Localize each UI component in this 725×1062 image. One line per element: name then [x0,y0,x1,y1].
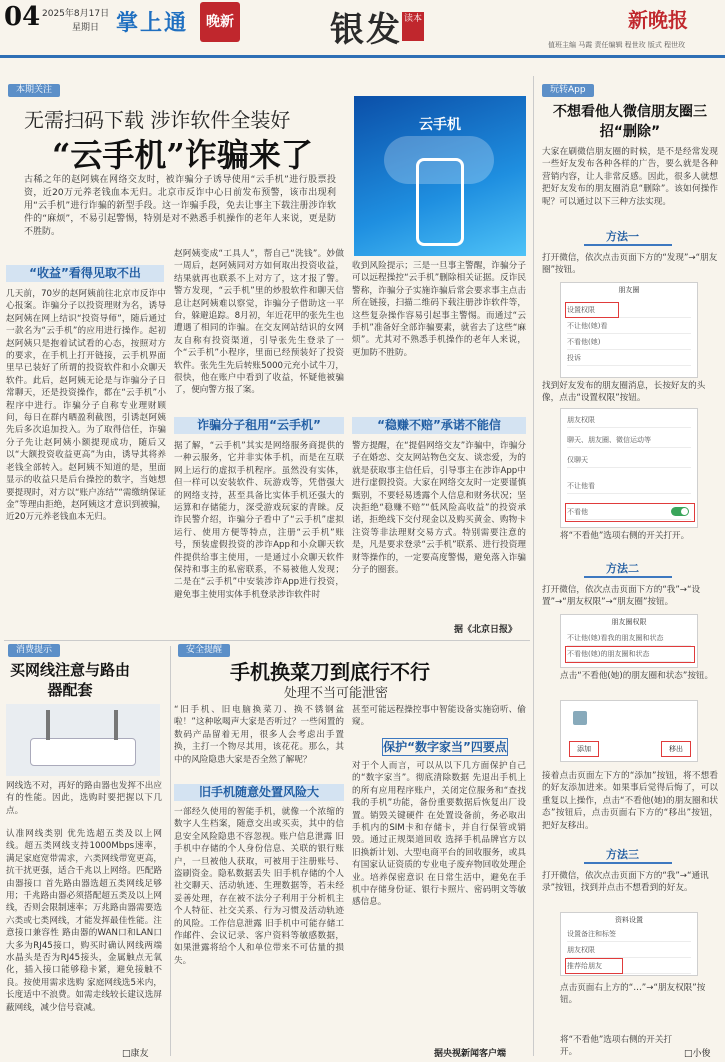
shot2-row-3 [567,453,691,468]
shot1-row-4-label: 投诉 [567,354,581,362]
column-divider [533,76,534,1056]
main-col1: 几天前，70岁的赵阿姨前往北京市反诈中心报案。诈骗分子以投资理财为名，诱导赵阿姨在网上结识“投资导师”，随后通过一款名为“云手机”的应用进行操作。起初赵阿姨只是抱着试试看的心态，按照对方的要求，在手机上打开链接，云手机界面里早已装好了所谓的投资软件和小众聊天软件。此后，赵阿姨无论是与诈骗分子日常聊天，还是投资操作，都在“云手机”小程序中进行。诈骗分子自称专业理财顾问，每日在群内晒盈利截图，引诱赵阿姨先后多次追加投入。为了取得信任，诈骗分子先让赵阿姨小额提现成功，随后又以“大额投资收益更高”为由，诱导其将养老钱全部转入。赵阿姨不知道的是，里面显示的收益只是后台操控的数字，当她想要提现时，对方以“账户冻结”“需缴纳保证金”等理由拒绝，赵阿姨这才意识到被骗，近20万元养老钱血本无归。 [6,289,166,523]
shot3-highlight [565,646,695,663]
safety-source: 据央视新闻客户端 [434,1049,507,1059]
subhead-returns: “收益”看得见取不出 [6,265,164,282]
shot5-highlight [565,958,623,974]
shot5-title: 资料设置 [615,916,643,924]
screenshot-moments [560,282,698,378]
method1-rule [584,244,672,246]
page-number: 04 [4,2,41,32]
section-tag-consume: 消费提示 [8,644,60,657]
shot2-row-2-label: 聊天、朋友圈、微信运动等 [567,436,651,444]
shot1-row-4 [567,351,691,366]
brand-title: 银发 [330,10,402,50]
method1-step2: 找到好友发布的朋友圈消息，长按好友的头像，点击“设置权限”按钮。 [542,381,706,404]
router-headline-text: 买网线注意与路由器配套 [9,661,130,699]
shot3-row-2-label: 不看他(她)的朋友圈和状态 [567,650,650,658]
safety-lead: “旧手机、旧电脑换菜刀、换不锈钢盆啦！”这种吆喝声大家是否听过？一些闲置的数码产品留着无用，很多人会考虑出手置换，主打一个物尽其用，该花花。那么，其中的风险隐患大家是否全然了解呢？ [174,705,344,765]
main-col2b: 据了解，“云手机”其实是网络服务商提供的一种云服务，它并非实体手机，而是在互联网上运行的虚拟手机程序。虽然没有实体，但一样可以安装软件、玩游戏等，凭借强大的网络支持，甚至具备比实体手机还强大的运算和存储能力，深受游戏玩家的青睐。反诈民警介绍，诈骗分子看中了“云手机”虚拟运行、使用方便等特点，注册“云手机”账号，预装虚假投资的涉诈App和小众聊天软件提供给事主使用，一是通过小众聊天软件保持和事主的私密联系，不易被他人发现；二是在“云手机”中安装涉诈App进行投资，避免事主使用实体手机登录涉诈软件时 [174,441,344,600]
subhead-rent: 诈骗分子租用“云手机” [174,417,344,434]
shot3-row-1 [567,631,691,646]
main-col2: 赵阿姨变成“工具人”，帮自己“洗钱”。妙做一周后，赵阿姨同对方如何取出投资收益，结果就再也联系不上对方了，这才报了警。警方发现，“云手机”里的炒股软件和聊天信息让赵阿姨难以察觉，诈骗分子借助这一平台，躲避追踪。8月初，年近花甲的张先生也遭遇了相同的诈骗。在交友网站结识的女网友自称有投资渠道，引导张先生登录了一个“云手机”小程序，里面已经预装好了投资软件。张先生先后转账5000元充小试牛刀，很快，他在账户中看到了收益，怀疑他被骗了，便向警方报了案。 [174,249,344,396]
shot2-row-1-label: 朋友权限 [567,416,595,424]
shot1-row-3 [567,335,691,350]
main-kicker: 无需扫码下载 涉诈软件全装好 [24,108,291,132]
method2-rule [584,576,672,578]
router-illustration [6,704,160,776]
safety-col2b: 对于个人而言，可以从以下几方面保护自己的“数字家当”。彻底清除数据 先退出手机上的所有应用程序账户，关闭定位服务和“查找我的手机”功能，备份重要数据后恢复出厂设置。销毁关键硬件 在处置设备前，务必取出手机内的SIM卡和存储卡，并自行保管或销毁。通过正规渠道回收 选择手机品牌官方以旧换新计划、大型电商平台的回收服务，或具有国家认证资质的专业电子废弃物回收处理企业。培养保密意识 在日常生活中，避免在手机中存储身份证、银行卡照片、密码明文等敏感信息。 [352,761,526,908]
method2-title: 方法二 [606,562,639,575]
paper-logo: 新晚报 [628,8,688,32]
safety-subheadline: 处理不当可能泄密 [284,686,389,701]
issue-weekday: 星期日 [72,23,100,33]
shot1-row-2 [567,319,691,334]
seal-text: 晚新 [206,14,234,30]
method3-step2: 点击页面右上方的“…”→“朋友权限”按钮。 [560,983,706,1006]
method2-step2: 点击“不看他(她)的朋友圈和状态”按钮。 [560,671,714,681]
section-tag-app: 玩转App [542,84,594,97]
shot2-row-2 [567,433,691,448]
method1-step1: 打开微信，依次点击页面下方的“发现”→“朋友圈”按钮。 [542,253,718,276]
screenshot-permission [560,408,698,528]
main-source: 据《北京日报》 [454,625,518,635]
method1-step3: 将“不看他”选项右侧的开关打开。 [560,531,690,541]
shot5-row-1 [567,927,691,942]
subhead-risk: 旧手机随意处置风险大 [174,784,344,801]
method3-rule [584,862,672,864]
app-headline-text: 不想看他人微信朋友圈三招“删除” [553,104,707,140]
shot1-row-2-label: 不让他(她)看 [567,322,608,330]
router-intro: 网线选不对，再好的路由器也发挥不出应有的性能。因此，选购时要把握以下几点。 [6,781,162,816]
router-body [30,738,136,766]
section-tag-safety: 安全提醒 [178,644,230,657]
subhead-protect: 保护“数字家当”四要点 [383,740,507,754]
shot5-row-3-label: 推荐给朋友 [567,962,602,970]
phone-label: 云手机 [419,117,461,133]
router-antenna-right [114,710,118,740]
shot2-highlight [565,503,695,522]
brand-seal [402,12,424,41]
method1-title: 方法一 [606,230,639,243]
shot5-row-2 [567,943,691,958]
issue-date: 2025年8月17日 [42,9,110,19]
shot3-row-1-label: 不让他(她)看我的朋友圈和状态 [567,634,664,642]
masthead-rule [0,55,725,58]
method3-title: 方法三 [606,848,639,861]
shot1-row-3-label: 不看他(她) [567,338,601,346]
cloud-phone-illustration [354,96,526,256]
main-col3: 收到风险提示；三是一旦事主警醒，诈骗分子可以远程操控“云手机”删除相关证据。反诈民警称，诈骗分子实施诈骗后常会要求事主点击所在链接，扫描二维码下载注册涉诈软件等，这些复杂操作容易引起事主警惕。而通过“云手机”准备好全部诈骗要素，就省去了这些“麻烦”。尤其对不熟悉手机操作的老年人来说，更加防不胜防。 [352,261,526,358]
shot2-row-4-label: 不让他看 [567,482,595,490]
safety-col1: 一部经久使用的智能手机，就像一个浓缩的数字人生档案，随意交出或买卖，其中的信息安全风险隐患不容忽视。账户信息泄露 旧手机中存储的个人身份信息、关联的银行账户，一旦被他人获取，可被用于注册账号、盗刷资金。隐私数据丢失 旧手机存储的个人社交聊天、活动轨迹、生理数据等，若未经妥善处理，存在被不法分子利用于分析机主个人特征、社交关系、行为习惯及活动轨迹的风险。工作信息泄露 旧手机中可能存储工作邮件、会议记录、客户资料等敏感数据，如果泄露将给个人和单位带来不可估量的损失。 [174,807,344,966]
section-name: 掌上通 [116,11,189,36]
router-divider [170,646,171,1056]
shot4-avatar [573,711,587,725]
main-col3b: 警方提醒，在“提倡网络交友”诈骗中，诈骗分子在婚恋、交友网站物色交友、谈恋爱，为的就是获取事主信任后，引导事主在涉诈App中进行虚假投资。大家在网络交友时一定要谨慎甄别，不要轻易透露个人信息和财务状况；坚决拒绝“稳赚不赔”“低风险高收益”的投资承诺，拒绝线下交付现金以及购买黄金、购物卡注资等非法理财交易方式。特别需要注意的是，凡是要求登录“云手机”联系、进行投资理财等操作的，一定要高度警惕，避免落入诈骗分子的圈套。 [352,441,526,576]
app-headline [540,102,720,142]
masthead [0,0,725,62]
app-author: □小俊 [684,1049,711,1059]
shot1-title: 朋友圈 [618,286,640,294]
main-lead: 古稀之年的赵阿姨在网络交友时，被诈骗分子诱导使用“云手机”进行股票投资，近20万元养老钱血本无归。北京市反诈中心日前发布预警，该市出现利用“云手机”进行诈骗的新型手段。这一诈骗手段，免去让事主下载注册涉诈软件的“麻烦”，不易引起警惕，特别是对不熟悉手机操作的老年人来说，更是防不胜防。 [24,175,336,237]
shot2-row-4 [567,479,691,494]
section-tag-focus: 本期关注 [8,84,60,97]
router-body-text: 认准网线类别 优先选超五类及以上网线。超五类网线支持1000Mbps速率，满足家庭宽带需求，六类网线带宽更高，抗干扰更强，适合千兆以上网络。匹配路由器接口 首先路由器选超五类网线足够用；千兆路由器必须搭配超五类及以上网线，否则会限制速率；万兆路由器需要选六类或七类网线，才能发挥最佳性能。注意接口兼容性 路由器的WAN口和LAN口大多为RJ45接口，购买时确认网线两端水晶头是否为RJ45接头，金属触点无氧化，插入接口能够稳卡紧，避免接触不良。按使用需求选购 家庭网线选5米内，长度适中不浪费。如需走线较长建议选屏蔽网线，减少信号衰减。 [6,829,162,1013]
shot4-remove: 移出 [661,741,691,757]
screenshot-profile-settings [560,912,698,976]
shot1-highlight [565,302,619,318]
editor-credits: 值班主编 马霞 责任编辑 程世玫 版式 程世玫 [548,41,686,49]
safety-col2: 甚至可能远程操控事中智能设备实施窃听、偷窥。 [352,705,526,728]
shot4-add: 添加 [569,741,599,757]
subhead-no-promise: “稳赚不赔”承诺不能信 [352,417,526,434]
screenshot-moments-permission [560,614,698,668]
section-divider [4,640,530,641]
shot2-row-1 [567,413,691,428]
method3-step1: 打开微信，依次点击页面下方的“我”→“通讯录”按钮，找到并点击不想看到的好友。 [542,871,709,894]
phone-shape [416,158,464,246]
shot2-row-5-label: 不看他 [567,508,588,516]
app-intro: 大家在刷微信朋友圈的时候，是不是经常发现一些好友发布各种各样的广告，要么就是各种营销内容，让人非常反感。因此，很多人就想把好友发布的朋友圈消息“删除”。该如何操作呢？可以通过以下三种方法实现。 [542,147,718,207]
router-headline [8,660,132,700]
shot3-title: 朋友圈权限 [611,618,647,626]
main-headline: “云手机”诈骗来了 [52,136,313,174]
method2-step1: 打开微信，依次点击页面下方的“我”→“设置”→“朋友权限”→“朋友圈”按钮。 [542,585,701,608]
brand-seal-text: 读本 [403,14,422,24]
shot5-row-1-label: 设置备注和标签 [567,930,616,938]
shot5-row-2-label: 朋友权限 [567,946,595,954]
method2-step3: 接着点击页面左下方的“添加”按钮，将不想看的好友添加进来。如果事后觉得后悔了，可以重复以上操作，点击“不看他(她)的朋友圈和状态”按钮后，点击页面右下方的“移出”按钮，把好友移出。 [542,771,718,831]
method3-step3: 将“不看他”选项右侧的开关打开。 [560,1035,673,1058]
paper-seal [200,2,240,42]
router-antenna-left [46,710,50,740]
shot1-row-1-label: 设置权限 [567,306,595,314]
shot2-row-3-label: 仅聊天 [567,456,588,464]
screenshot-add-remove [560,700,698,762]
safety-headline: 手机换菜刀到底行不行 [230,660,430,684]
router-author: □康友 [122,1049,149,1059]
